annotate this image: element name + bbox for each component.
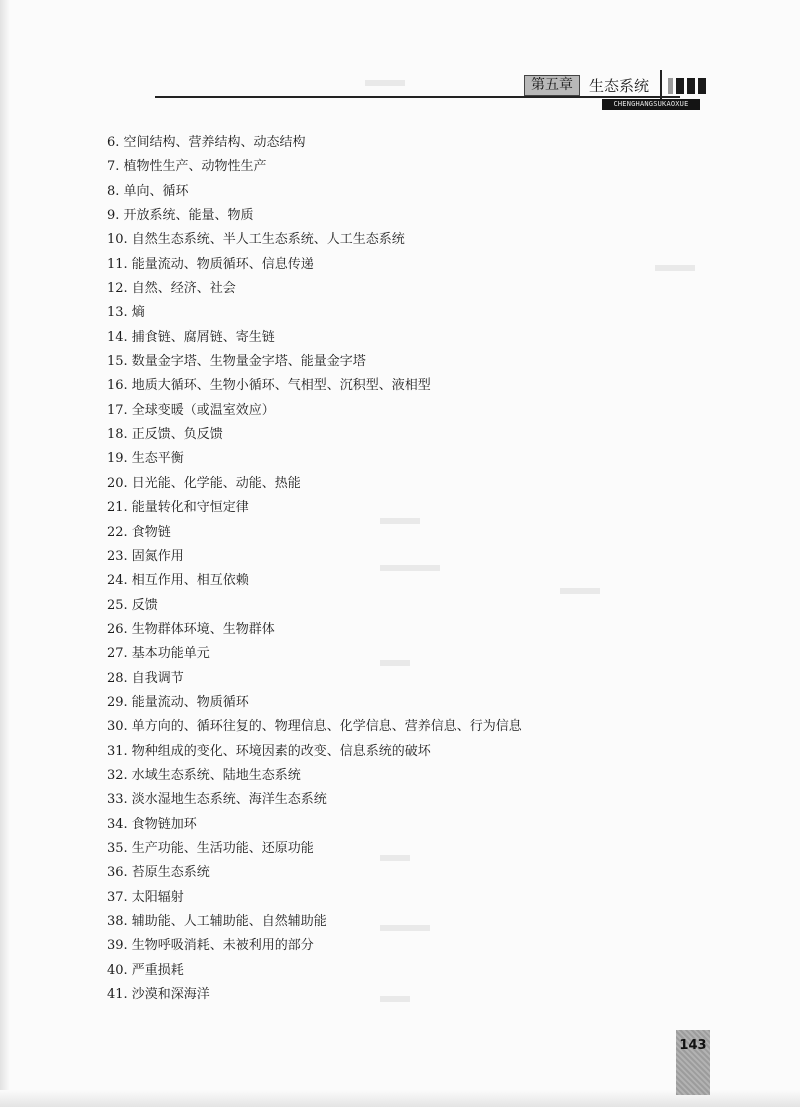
- header-bar: [687, 78, 695, 94]
- answer-item: 20. 日光能、化学能、动能、热能: [107, 475, 301, 491]
- answer-item: 30. 单方向的、循环往复的、物理信息、化学信息、营养信息、行为信息: [107, 719, 522, 735]
- answer-item: 17. 全球变暖（或温室效应）: [107, 402, 275, 418]
- answer-item: 7. 植物性生产、动物性生产: [107, 159, 267, 175]
- answer-item: 15. 数量金字塔、生物量金字塔、能量金字塔: [107, 354, 366, 370]
- ghost-mark: [560, 588, 600, 594]
- answer-item: 41. 沙漠和深海洋: [107, 987, 210, 1003]
- answer-item: 13. 熵: [107, 305, 145, 321]
- answer-item: 8. 单向、循环: [107, 183, 189, 199]
- answer-item: 9. 开放系统、能量、物质: [107, 208, 254, 224]
- answer-item: 24. 相互作用、相互依赖: [107, 573, 249, 589]
- answer-item: 39. 生物呼吸消耗、未被利用的部分: [107, 938, 314, 954]
- answer-item: 26. 生物群体环境、生物群体: [107, 621, 275, 637]
- answer-item: 27. 基本功能单元: [107, 646, 210, 662]
- answer-item: 22. 食物链: [107, 524, 171, 540]
- answer-list: [107, 131, 522, 1007]
- answer-item: 31. 物种组成的变化、环境因素的改变、信息系统的破坏: [107, 743, 431, 759]
- answer-item: 38. 辅助能、人工辅助能、自然辅助能: [107, 914, 327, 929]
- header-rule: [155, 96, 680, 98]
- header-bar: [698, 78, 706, 94]
- answer-item: 36. 苔原生态系统: [107, 865, 210, 881]
- answer-item: 11. 能量流动、物质循环、信息传递: [107, 256, 314, 272]
- answer-item: 34. 食物链加环: [107, 816, 197, 832]
- answer-item: 18. 正反馈、负反馈: [107, 427, 223, 443]
- answer-item: 35. 生产功能、生活功能、还原功能: [107, 840, 314, 856]
- answer-item: 33. 淡水湿地生态系统、海洋生态系统: [107, 792, 327, 808]
- answer-item: 32. 水域生态系统、陆地生态系统: [107, 767, 301, 783]
- answer-item: 6. 空间结构、营养结构、动态结构: [107, 135, 306, 150]
- answer-item: 40. 严重损耗: [107, 962, 184, 978]
- answer-item: 25. 反馈: [107, 597, 158, 613]
- page-number: 143: [679, 1038, 707, 1053]
- header-bar: [676, 78, 684, 94]
- pinyin-band: CHENGHANGSUKAOXUE: [602, 99, 700, 110]
- answer-item: 19. 生态平衡: [107, 451, 184, 467]
- answer-item: 28. 自我调节: [107, 670, 184, 686]
- ghost-mark: [655, 265, 695, 271]
- header-bar: [668, 78, 673, 94]
- answer-item: 12. 自然、经济、社会: [107, 281, 236, 297]
- ghost-mark: [365, 80, 405, 86]
- answer-item: 10. 自然生态系统、半人工生态系统、人工生态系统: [107, 232, 405, 248]
- chapter-label: 第五章: [524, 75, 580, 96]
- page-number-tab: [676, 1030, 710, 1095]
- header-bars-ornament: [668, 78, 706, 94]
- chapter-title: 生态系统: [589, 77, 650, 95]
- scan-edge-left: [0, 0, 10, 1107]
- answer-item: 29. 能量流动、物质循环: [107, 694, 249, 710]
- answer-item: 16. 地质大循环、生物小循环、气相型、沉积型、液相型: [107, 378, 431, 394]
- answer-item: 23. 固氮作用: [107, 548, 184, 564]
- answer-item: 37. 太阳辐射: [107, 889, 184, 905]
- answer-item: 21. 能量转化和守恒定律: [107, 500, 249, 516]
- answer-item: 14. 捕食链、腐屑链、寄生链: [107, 329, 275, 345]
